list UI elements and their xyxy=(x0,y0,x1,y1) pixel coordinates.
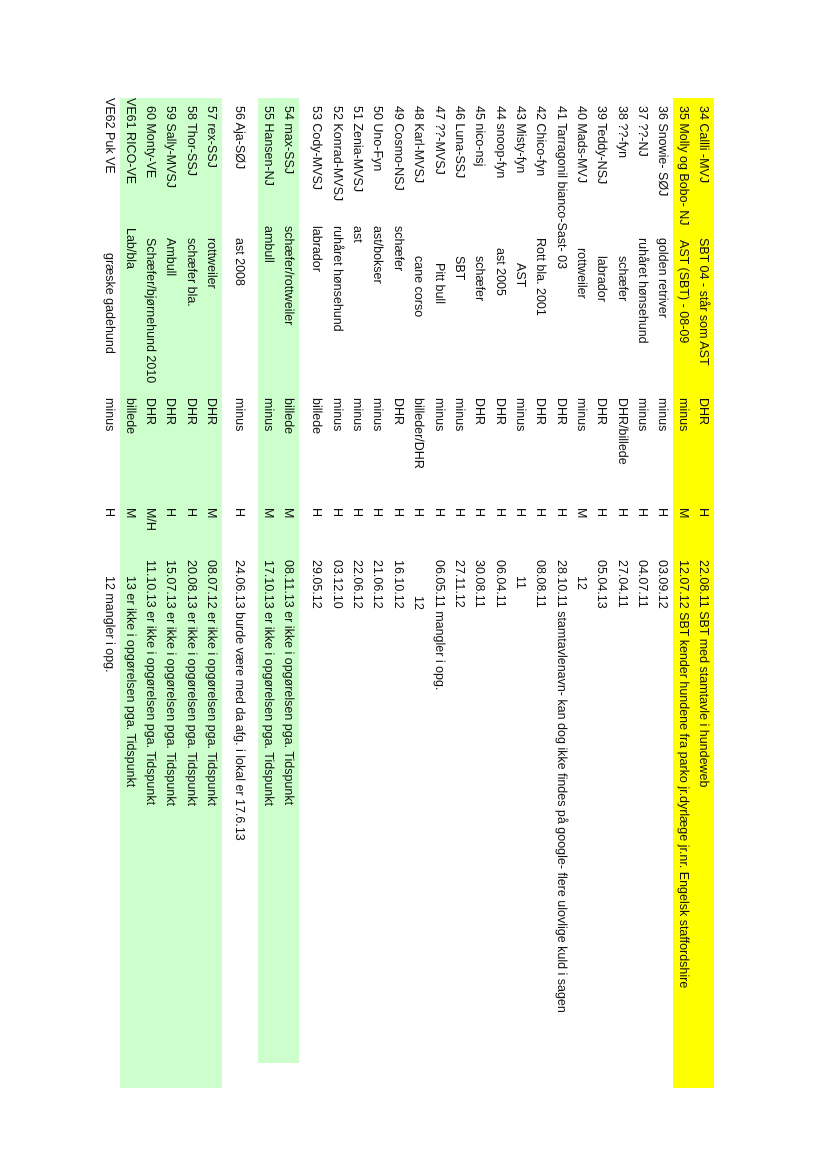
dog-breed: labrador xyxy=(310,226,325,272)
dog-note: 08.08.11 xyxy=(534,560,549,608)
dog-name: 41 Tarragonil bianco-Sast- 03 xyxy=(554,106,569,270)
dog-name: 59 Sally-MVSJ xyxy=(164,106,179,188)
dog-note: 08.11.13 er ikke i opgørelsen pga. Tidspunkt xyxy=(282,560,297,806)
table-row xyxy=(409,98,429,1088)
dog-note: 17.10.13 er ikke i opgørelsen pga. Tidspunkt xyxy=(261,560,276,806)
dog-note: 24.06.13 burde være med da afg. i lokal er 17.6.13 xyxy=(233,560,248,841)
table-row xyxy=(368,98,388,1088)
dog-note: 20.08.13 er ikke i opgørelsen pga. Tidspunkt xyxy=(184,560,199,806)
dog-name: VE62 Puk VE xyxy=(103,98,118,174)
dog-status: DHR xyxy=(554,398,569,426)
table-row xyxy=(470,98,490,1088)
dog-breed: labrador xyxy=(595,256,610,302)
table-row xyxy=(531,98,551,1088)
dog-name: 36 Snowie- SØJ xyxy=(656,106,671,197)
dog-sex: M/H xyxy=(144,508,159,531)
dog-breed: schæfer/rottweiler xyxy=(282,226,297,326)
dog-status: DHR xyxy=(493,398,508,426)
dog-name: 58 Thor-SSJ xyxy=(184,106,199,176)
dog-sex: H xyxy=(615,508,630,518)
dog-breed: Lab/bla xyxy=(123,228,138,270)
dog-status: minus xyxy=(261,398,276,432)
dog-sex: H xyxy=(184,508,199,518)
dog-sex: H xyxy=(371,508,386,518)
dog-note: 06.05.11 mangler i opg. xyxy=(432,560,447,691)
dog-name: 47 ??-MVSJ xyxy=(432,106,447,175)
dog-name: 42 Chico-fyn xyxy=(534,106,549,177)
dog-breed: Pitt bull xyxy=(432,263,447,304)
dog-name: 54 max-SSJ xyxy=(282,106,297,175)
dog-name: 49 Cosmo-NSJ xyxy=(391,106,406,191)
table-row xyxy=(120,98,140,1088)
table-row xyxy=(633,98,653,1088)
dog-status: minus xyxy=(432,398,447,432)
table-row xyxy=(230,98,250,1088)
dog-status: DHR xyxy=(184,398,199,426)
table-row xyxy=(307,98,327,1088)
dog-status: DHR xyxy=(144,398,159,426)
dog-note: 22.06.12 xyxy=(351,560,366,609)
dog-name: 39 Teddy-NSJ xyxy=(595,106,610,185)
dog-note: 06.04.11 xyxy=(493,560,508,608)
dog-note: 12 xyxy=(412,596,427,610)
dog-note: 12.07.12 SBT kender hundene fra parko jr.dyrlæge jr.nr. Engelsk staffordshire xyxy=(676,560,691,989)
dog-status: billeder/DHR xyxy=(412,398,427,469)
dog-breed: schæfer xyxy=(473,256,488,302)
dog-note: 27.11.12 xyxy=(452,560,467,608)
dog-sex: H xyxy=(656,508,671,518)
dog-breed: schæfer xyxy=(615,256,630,302)
dog-breed: SBT xyxy=(452,256,467,281)
dog-breed: ast xyxy=(351,226,366,243)
dog-sex: M xyxy=(574,508,589,519)
dog-sex: H xyxy=(452,508,467,518)
dog-sex: M xyxy=(282,508,297,519)
dog-note: 11 xyxy=(513,576,528,589)
dog-note: 21.06.12 xyxy=(371,560,386,609)
dog-status: DHR xyxy=(164,398,179,426)
dog-status: DHR xyxy=(391,398,406,426)
table-row xyxy=(141,98,161,1088)
dog-sex: H xyxy=(513,508,528,518)
table-row xyxy=(450,98,470,1088)
dog-status: minus xyxy=(351,398,366,432)
dog-name: 34 Callli -MVJ xyxy=(697,106,711,184)
dog-breed: schæfer bla. xyxy=(184,238,199,307)
dog-status: minus xyxy=(233,398,248,432)
dog-note: 11.10.13 er ikke i opgørelsen pga. Tidspunkt xyxy=(144,560,159,806)
dog-note: 04.07.11 xyxy=(635,560,650,608)
dog-status: minus xyxy=(452,398,467,432)
dog-name: 52 Konrad-MVSJ xyxy=(330,106,345,202)
dog-note: 16.10.12 xyxy=(391,560,406,609)
dog-breed: cane corso xyxy=(412,256,427,318)
table-row xyxy=(161,98,181,1088)
table-row xyxy=(100,98,120,1088)
dog-note: 05.04.13 xyxy=(595,560,610,609)
dog-sex: H xyxy=(432,508,447,518)
dog-breed: rottweiler xyxy=(205,238,220,289)
dog-name: 37 ??-NJ xyxy=(635,106,650,157)
dog-name: 40 Mads-MVJ xyxy=(574,106,589,184)
dog-status: minus xyxy=(513,398,528,432)
dog-sex: M xyxy=(261,508,276,519)
dog-name: 48 Karl-MVSJ xyxy=(412,106,427,184)
dog-name: 44 snoop-fyn xyxy=(493,106,508,179)
dog-breed: ruhåret hønsehund xyxy=(635,238,650,344)
dog-breed: græske gadehund xyxy=(103,253,118,354)
dog-sex: M xyxy=(123,508,138,519)
dog-status: minus xyxy=(656,398,671,432)
table-row xyxy=(612,98,632,1088)
dog-sex: M xyxy=(205,508,220,519)
dog-sex: H xyxy=(697,508,711,518)
table-row xyxy=(348,98,368,1088)
dog-status: DHR xyxy=(205,398,220,426)
dog-note: 12 mangler i opg. xyxy=(103,576,118,673)
dog-status: minus xyxy=(574,398,589,432)
dog-name: 38 ??-fyn xyxy=(615,106,630,159)
table-row xyxy=(181,98,201,1088)
dog-status: DHR/billede xyxy=(615,398,630,465)
dog-note: 28.10.11 stamtavlenavn- kan dog ikke findes på google- flere ulovlige kuld i sagen xyxy=(554,560,569,1013)
dog-sex: H xyxy=(391,508,406,518)
dog-breed: Schæfer/bjørnehund 2010 xyxy=(144,238,159,384)
dog-breed: AST (SBT) - 08-09 xyxy=(676,240,691,344)
dog-breed: ast 2005 xyxy=(493,248,508,296)
dog-breed: rottweiler xyxy=(574,248,589,299)
dog-name: 55 Hansen-NJ xyxy=(261,106,276,186)
dog-note: 30.08.11 xyxy=(473,560,488,608)
dog-sex: H xyxy=(103,508,118,518)
table-row xyxy=(673,98,693,1088)
dog-status: minus xyxy=(676,398,691,432)
dog-breed: schæfer xyxy=(391,226,406,272)
dog-note: 27.04.11 xyxy=(615,560,630,608)
table-row xyxy=(258,98,278,1088)
dog-name: VE61 RICO-VE xyxy=(123,98,138,185)
dog-status: billede xyxy=(310,398,325,435)
dog-name: 43 Misty-fyn xyxy=(513,106,528,174)
dog-status: minus xyxy=(371,398,386,432)
dog-sex: H xyxy=(412,508,427,518)
row-gap xyxy=(222,98,230,1088)
dog-sex: H xyxy=(233,508,248,518)
dog-sex: H xyxy=(534,508,549,518)
table-row xyxy=(694,98,714,1088)
dog-status: billede xyxy=(123,398,138,435)
dog-table xyxy=(100,98,714,1088)
table-row xyxy=(592,98,612,1088)
row-gap xyxy=(250,98,258,1088)
dog-sex: H xyxy=(473,508,488,518)
row-gap xyxy=(299,98,307,1088)
table-row xyxy=(551,98,571,1088)
table-row xyxy=(653,98,673,1088)
dog-name: 53 Cody-MVSJ xyxy=(310,106,325,191)
table-row xyxy=(572,98,592,1088)
dog-sex: M xyxy=(676,508,691,519)
table-row xyxy=(202,98,222,1088)
dog-status: minus xyxy=(635,398,650,432)
dog-name: 56 Aja-SØJ xyxy=(233,106,248,170)
dog-breed: Ambull xyxy=(164,238,179,277)
dog-breed: Rott bla. 2001 xyxy=(534,238,549,316)
dog-status: minus xyxy=(103,398,118,432)
dog-note: 29.05.12 xyxy=(310,560,325,609)
dog-status: DHR xyxy=(595,398,610,426)
dog-note: 12 xyxy=(574,576,589,590)
dog-sex: H xyxy=(554,508,569,518)
dog-breed: ambull xyxy=(261,226,276,263)
dog-status: DHR xyxy=(534,398,549,426)
dog-name: 51 Zenia-MVSJ xyxy=(351,106,366,193)
dog-status: DHR xyxy=(473,398,488,426)
dog-breed: ast/bokser xyxy=(371,226,386,284)
dog-note: 15.07.13 er ikke i opgørelsen pga. Tidspunkt xyxy=(164,560,179,806)
dog-status: DHR xyxy=(697,398,711,426)
dog-note: 03.12.10 xyxy=(330,560,345,609)
dog-sex: H xyxy=(493,508,508,518)
dog-name: 60 Monty-VE xyxy=(144,106,159,179)
dog-sex: H xyxy=(635,508,650,518)
dog-note: 08.07.12 er ikke i opgørelsen pga. Tidspunkt xyxy=(205,560,220,806)
dog-status: minus xyxy=(330,398,345,432)
dog-name: 46 Luna-SSJ xyxy=(452,106,467,179)
dog-sex: H xyxy=(351,508,366,518)
dog-breed: ruhåret hønsehund xyxy=(330,226,345,332)
dog-sex: H xyxy=(330,508,345,518)
dog-note: 03.09.12 xyxy=(656,560,671,609)
table-row xyxy=(327,98,347,1088)
dog-status: billede xyxy=(282,398,297,435)
table-row xyxy=(511,98,531,1088)
table-row xyxy=(490,98,510,1088)
dog-breed: SBT 04 - står som AST xyxy=(697,238,711,366)
dog-note: 13 er ikke i opgørelsen pga. Tidspunkt xyxy=(123,576,138,788)
table-row xyxy=(279,98,299,1088)
dog-name: 35 Molly og Bobo- NJ xyxy=(676,106,691,226)
dog-breed: golden retriver xyxy=(656,238,671,318)
dog-name: 50 Uno-Fyn xyxy=(371,106,386,172)
dog-sex: H xyxy=(595,508,610,518)
table-row xyxy=(389,98,409,1088)
dog-breed: AST xyxy=(513,263,528,288)
dog-note: 22.08.11 SBT med stamtavle i hundeweb xyxy=(697,560,711,788)
dog-sex: H xyxy=(310,508,325,518)
dog-sex: H xyxy=(164,508,179,518)
dog-name: 45 nico-nsj xyxy=(473,106,488,167)
table-row xyxy=(429,98,449,1088)
dog-breed: ast 2008 xyxy=(233,238,248,286)
dog-name: 57 rex-SSJ xyxy=(205,106,220,168)
